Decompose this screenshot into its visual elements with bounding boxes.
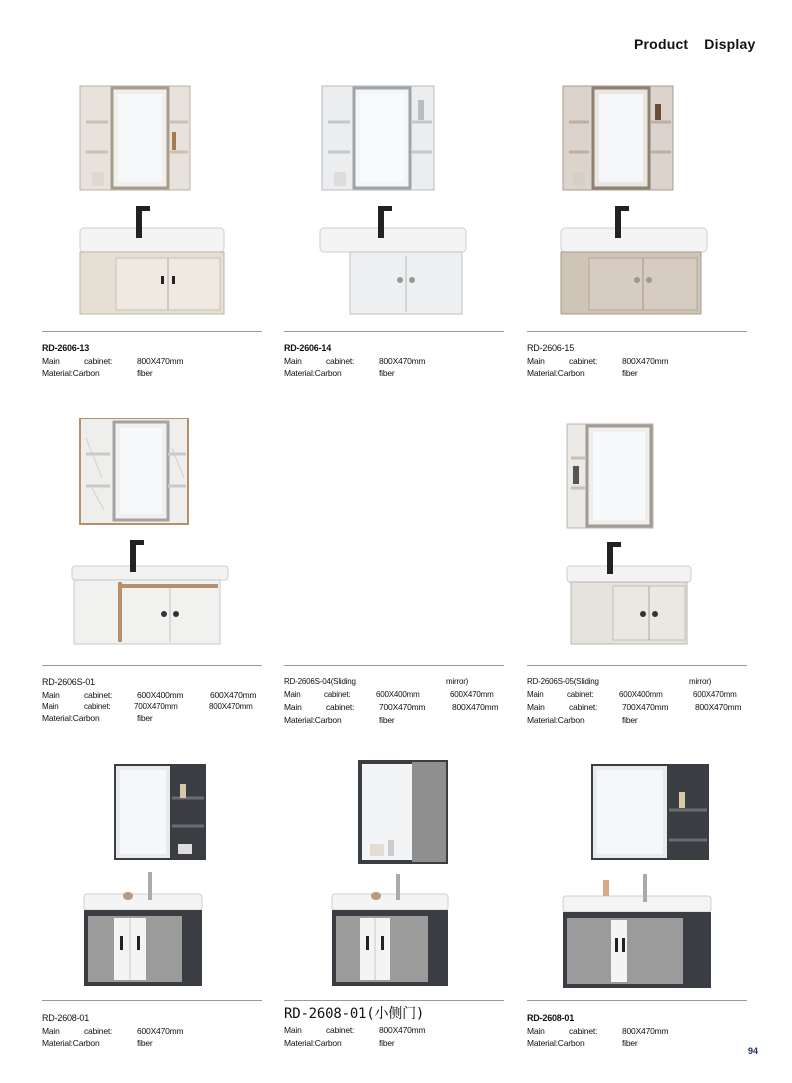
spec-label: cabinet:	[84, 689, 113, 700]
spec-value: 700X470mm	[622, 702, 669, 712]
spec-label: cabinet:	[569, 355, 598, 366]
spec-label: Material:Carbon	[527, 368, 585, 378]
product-code: RD-2606-15	[527, 343, 575, 353]
spec-value: 800X470mm	[137, 355, 184, 366]
product-code: RD-2608-01	[42, 1013, 90, 1023]
spec-value: fiber	[379, 1037, 395, 1048]
spec-label: cabinet:	[324, 689, 351, 699]
spec-value: 800X470mm	[379, 355, 426, 366]
product-code-suffix: mirror)	[689, 677, 712, 686]
page-header	[634, 36, 756, 52]
spec-label: Material:Carbon	[284, 368, 342, 378]
spec-value: fiber	[137, 713, 153, 723]
spec-label: Material:Carbon	[42, 1038, 100, 1048]
product-image	[527, 754, 747, 994]
divider-rule	[42, 331, 262, 332]
product-code: RD-2606S-05(Sliding	[527, 677, 599, 686]
spec-value: fiber	[622, 368, 638, 378]
product-card	[42, 418, 262, 738]
spec-label: cabinet:	[84, 355, 113, 366]
spec-label: Main	[284, 355, 302, 366]
divider-rule	[527, 665, 747, 666]
spec-label: Main	[284, 1025, 302, 1035]
spec-value: 800X470mm	[379, 1025, 426, 1035]
product-code: RD-2606S-04(Sliding	[284, 677, 356, 686]
spec-value: 600X470mm	[450, 689, 494, 699]
spec-value: 600X400mm	[137, 689, 184, 700]
spec-label: cabinet:	[326, 702, 355, 712]
product-card	[284, 754, 504, 1054]
spec-label: cabinet:	[326, 355, 355, 366]
spec-label: cabinet:	[84, 1025, 113, 1036]
product-image	[527, 418, 747, 648]
product-code: RD-2606-14	[284, 343, 332, 353]
spec-label: cabinet:	[326, 1025, 355, 1035]
spec-value: 800X470mm	[452, 702, 499, 712]
spec-label: cabinet:	[567, 689, 594, 699]
spec-value: 700X470mm	[134, 702, 178, 711]
spec-label: Main	[527, 355, 545, 366]
spec-value: 800X470mm	[209, 702, 253, 711]
spec-label: cabinet:	[84, 702, 111, 711]
spec-value: fiber	[379, 368, 395, 378]
header-word-display: Display	[704, 36, 756, 52]
spec-label: Material:Carbon	[527, 1038, 585, 1048]
product-image	[42, 84, 262, 324]
spec-value: 600X470mm	[693, 689, 737, 699]
spec-label: Main	[527, 1025, 545, 1036]
spec-value: 600X400mm	[376, 689, 420, 699]
spec-label: Material:Carbon	[42, 713, 100, 723]
product-code: RD-2608-01	[527, 1013, 575, 1023]
product-card	[284, 418, 504, 738]
product-image	[42, 754, 262, 994]
spec-label: Main	[42, 1025, 60, 1036]
spec-label: Main	[284, 702, 302, 712]
product-code: RD-2608-01(小侧门)	[284, 1006, 425, 1022]
spec-value: 800X470mm	[695, 702, 742, 712]
spec-label: Main	[42, 702, 59, 711]
product-card	[42, 84, 262, 384]
spec-label: Material:Carbon	[284, 714, 342, 725]
spec-value: fiber	[622, 1038, 638, 1048]
spec-label: Main	[42, 355, 60, 366]
spec-label: cabinet:	[569, 702, 598, 712]
divider-rule	[527, 1000, 747, 1001]
spec-label: Main	[42, 689, 60, 700]
spec-value: fiber	[379, 714, 395, 725]
spec-value: fiber	[137, 1038, 153, 1048]
divider-rule	[527, 331, 747, 332]
product-card	[42, 754, 262, 1054]
spec-label: Main	[527, 689, 544, 699]
spec-value: 700X470mm	[379, 702, 426, 712]
spec-value: 600X470mm	[137, 1025, 184, 1036]
spec-label: Material:Carbon	[284, 1037, 342, 1048]
spec-value: fiber	[622, 714, 638, 725]
product-code-suffix: mirror)	[446, 677, 469, 686]
spec-label: Material:Carbon	[42, 368, 100, 378]
product-card	[527, 754, 747, 1054]
divider-rule	[284, 665, 504, 666]
product-image	[527, 84, 747, 324]
spec-value: fiber	[137, 368, 153, 378]
divider-rule	[42, 1000, 262, 1001]
divider-rule	[42, 665, 262, 666]
spec-label: Main	[527, 702, 545, 712]
product-card	[284, 84, 504, 384]
spec-value: 600X470mm	[210, 689, 257, 700]
product-card	[527, 418, 747, 738]
spec-value: 800X470mm	[622, 1025, 669, 1036]
product-image	[42, 418, 262, 648]
spec-label: cabinet:	[569, 1025, 598, 1036]
spec-value: 800X470mm	[622, 355, 669, 366]
product-code: RD-2606S-01	[42, 677, 95, 687]
spec-label: Material:Carbon	[527, 714, 585, 725]
header-word-product: Product	[634, 36, 689, 52]
product-image	[284, 84, 504, 324]
spec-value: 600X400mm	[619, 689, 663, 699]
product-card	[527, 84, 747, 384]
product-code: RD-2606-13	[42, 343, 90, 353]
page-number: 94	[748, 1046, 759, 1056]
divider-rule	[284, 331, 504, 332]
divider-rule	[284, 1000, 504, 1001]
spec-label: Main	[284, 689, 301, 699]
product-image	[284, 754, 504, 994]
